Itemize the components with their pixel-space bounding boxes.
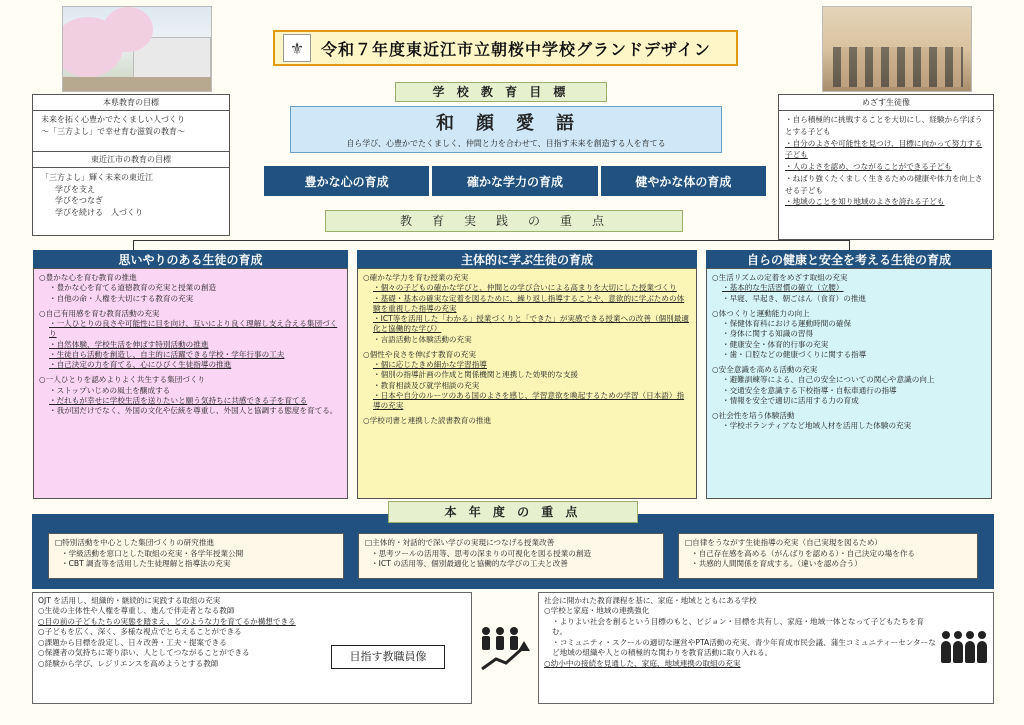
pillar-academic: 確かな学力の育成 [432,166,597,196]
year-focus-label: 本 年 度 の 重 点 [388,501,638,523]
year-focus-item: ・共感的人間関係を育成する。（違いを認め合う） [691,559,862,569]
section-item: ・教育相談及び就学相談の充実 [373,380,480,390]
section-heading: ○社会性を培う体験活動 [712,411,795,420]
ideal-students-box [778,94,994,240]
year-focus-heading: □特別活動を中心とした集団づくりの研究推進 [55,538,215,547]
pillars-band [264,166,766,196]
section-item: ・生徒自ら活動を創造し、自主的に活躍できる学校・学年行事の工夫 [49,349,285,359]
staff-item: ○子どもを広く、深く、多様な視点でとらえることができる [38,627,242,637]
community-item: ○幼小中の接続を見通した、家庭、地域連携の取組の充実 [544,658,741,668]
section-item: ・個に応じたきめ細かな学習指導 [373,360,487,369]
community-item: ・コミュニティ・スクールの適切な運営やPTA活動の充実、青少年育成市民会議、蒲生コミュニティーセンターなど地域の組織や人との積極的な関わりを教育活動に取り入れる。 [552,637,936,658]
community-item: ・よりよい社会を創るという目標のもと、ビジョン・目標を共有し、家庭・地域一体となって子どもたちを育む。 [552,616,924,637]
staff-item: ○経験から学び、レジリエンスを高めようとする教師 [38,658,219,668]
classroom-photo [822,6,972,92]
center-column [357,250,697,500]
section-item: ・基本的な生活習慣の確立（立腰） [722,283,844,293]
section-item: ・健康安全・体育的行事の充実 [722,339,829,349]
community-item: ○学校と家庭・地域の連携強化 [544,606,650,616]
connector-line [133,240,850,250]
ideal-student-item: ・自ら積極的に挑戦することを大切にし、経験から学ぼうとする子ども [785,115,983,136]
section-heading: ○安全意識を高める活動の充実 [712,365,818,374]
section-heading: ○豊かな心を育む教育の推進 [39,273,137,282]
year-focus-item: ・学級活動を窓口とした取組の充実・各学年授業公開 [61,548,244,558]
left-column [33,250,348,500]
practice-focus-label: 教 育 実 践 の 重 点 [325,210,683,232]
year-focus-heading: □主体的・対話的で深い学びの実現につなげる授業改善 [365,538,555,547]
city-goal-line: 学びを支え [55,184,95,194]
section-item: ・ICT等を活用した「わかる」授業づくりと「できた」が実感できる授業への改善（個別最適化と協働的な学び） [373,314,689,334]
right-column-head: 自らの健康と安全を考える生徒の育成 [706,250,992,268]
left-column-body [33,268,348,499]
prefecture-goal-title: 本県教育の目標 [33,95,229,111]
prefecture-goal-line: 未来を拓く心豊かでたくましい人づくり [41,115,185,124]
motto-description: 自ら学び、心豊かでたくましく、仲間と力を合わせて、目指す未来を創造する人を育てる [346,139,666,148]
staff-item: ○目の前の子どもたちの実態を踏まえ、どのような力を育てるか構想できる [38,616,296,626]
staff-item: ○保護者の気持ちに寄り添い、人としてつながることができる [38,648,250,658]
section-item: ・保健体育科における運動時間の確保 [722,319,852,328]
year-focus-box [678,533,978,579]
section-item: ・日本や自分のルーツのある国のよさを感じ、学習意欲を喚起するための学習（日本語）指導の充実 [373,390,685,410]
ideal-students-title: めざす生徒像 [779,95,993,111]
page-title-box [273,30,738,66]
year-focus-heading: □自律をうながす生徒指導の充実（自己実現を図るため） [685,538,883,547]
section-item: ・自然体験、学校生活を伸ばす特別活動の推進 [49,339,209,349]
city-goal-line: 学びをつなぎ [55,196,103,206]
school-emblem-icon: ⚜ [283,34,311,62]
section-heading: ○生活リズムの定着をめざす取組の充実 [712,273,848,282]
section-item: ・早寝、早起き、朝ごはん（食育）の推進 [722,293,866,303]
section-item: ・個々の子どもの確かな学びと、仲間との学び合いによる高まりを大切にした授業づくり [373,283,677,293]
staff-title: OJT を活用し、組織的・継続的に実践する取組の充実 [38,596,221,605]
year-focus-item: ・自己存在感を高める（がんばりを認める）・自己決定の場を作る [691,548,916,558]
community-title: 社会に開かれた教育課程を基に、家庭・地域とともにある学校 [544,596,757,605]
year-focus-box [48,533,344,579]
year-focus-item: ・ICT の活用等、個別最適化と協働的な学びの工夫と改善 [371,559,568,569]
section-item: ・自他の命・人権を大切にする教育の充実 [49,293,194,303]
staff-item: ○課題から目標を設定し、日々改善・工夫・提案できる [38,637,227,647]
section-heading: ○一人ひとりを認めよりよく共生する集団づくり [39,375,206,385]
section-heading: ○自己有用感を育む教育活動の充実 [39,308,160,318]
section-item: ・一人ひとりの良さや可能性に目を向け、互いにより良く理解し支え合える集団づくり [49,319,338,339]
center-column-body [357,268,697,499]
section-item: ・豊かな心を育てる道徳教育の充実と授業の創造 [49,283,217,293]
prefecture-goal-line: ～「三方よし」で幸せ育む滋賀の教育～ [41,127,185,136]
school-photo [62,6,212,92]
section-item: ・身体に関する知識の習得 [722,329,814,339]
year-focus-item: ・CBT 調査等を活用した生徒理解と指導法の充実 [61,559,231,569]
city-goal-line: 学びを続ける 人づくり [55,207,143,217]
section-item: ・学校ボランティアなど地域人材を活用した体験の充実 [722,421,912,431]
motto-box [290,106,722,153]
city-goal-title: 東近江市の教育の目標 [33,151,229,168]
ideal-student-item: ・地域のことを知り地域のよさを誇れる子ども [785,197,945,207]
community-box [538,592,994,704]
school-goal-label: 学 校 教 育 目 標 [395,82,607,102]
section-item: ・避難訓練等による、自己の安全についての関心や意識の向上 [722,375,935,385]
staff-box [32,592,472,704]
year-focus-box [358,533,664,579]
community-people-icon [941,641,987,663]
section-item: ・基礎・基本の確実な定着を図るために、繰り返し指導することや、意欲的に学ぶための体験を重視した指導の充実 [373,293,685,313]
section-item: ・我が国だけでなく、外国の文化や伝統を尊重し、外国人と協調する態度を育てる。 [49,406,338,415]
ideal-staff-label: 目指す教職員像 [331,645,445,669]
section-item: ・だれもが幸せに学校生活を送りたいと願う気持ちに共感できる子を育てる [49,395,308,405]
section-heading: ○個性や良さを伸ばす教育の充実 [363,349,476,359]
section-item: ・情報を安全で適切に活用する力の育成 [722,395,859,405]
right-column-body [706,268,992,499]
section-item: ・個別の指導計画の作成と関係機関と連携した効果的な支援 [373,370,579,380]
page-title: 令和７年度東近江市立朝桜中学校グランドデザイン [321,39,711,59]
motto-text: 和 顔 愛 語 [436,113,576,134]
city-goal-line: 「三方よし」輝く未来の東近江 [41,173,153,182]
prefecture-goal-box [32,94,230,236]
staff-item: ○生徒の主体性や人権を尊重し、進んで伴走者となる教師 [38,606,235,616]
section-item: ・歯・口腔などの健康づくりに関する指導 [722,349,867,359]
section-heading: ○体つくりと運動能力の向上 [712,308,810,318]
ideal-student-item: ・自分のよさや可能性を見つけ、目標に向かって努力する子ども [785,138,983,160]
center-column-head: 主体的に学ぶ生徒の育成 [357,250,697,268]
section-heading: ○確かな学力を育む授業の充実 [363,273,469,282]
left-column-head: 思いやりのある生徒の育成 [33,250,348,268]
section-item: ・言語活動と体験活動の充実 [373,334,472,344]
section-item: ・ストップいじめの風土を醸成する [49,385,171,395]
pillar-heart: 豊かな心の育成 [264,166,429,196]
ideal-student-item: ・人のよさを認め、つながることができる子ども [785,162,952,172]
section-item: ・自己決定の力を育てる、心にひびく生徒指導の推進 [49,360,232,369]
pillar-body: 健やかな体の育成 [601,166,766,196]
ideal-student-item: ・ねばり強くたくましく生きるための健康や体力を向上させる子ども [785,173,983,195]
year-focus-item: ・思考ツールの活用等、思考の深まりの可視化を図る授業の創造 [371,548,592,558]
team-growth-icon [478,625,532,673]
section-heading: ○学校司書と連携した読書教育の推進 [363,416,492,426]
section-item: ・交通安全を意識する下校指導・自転車通行の指導 [722,385,897,395]
right-column [706,250,992,500]
